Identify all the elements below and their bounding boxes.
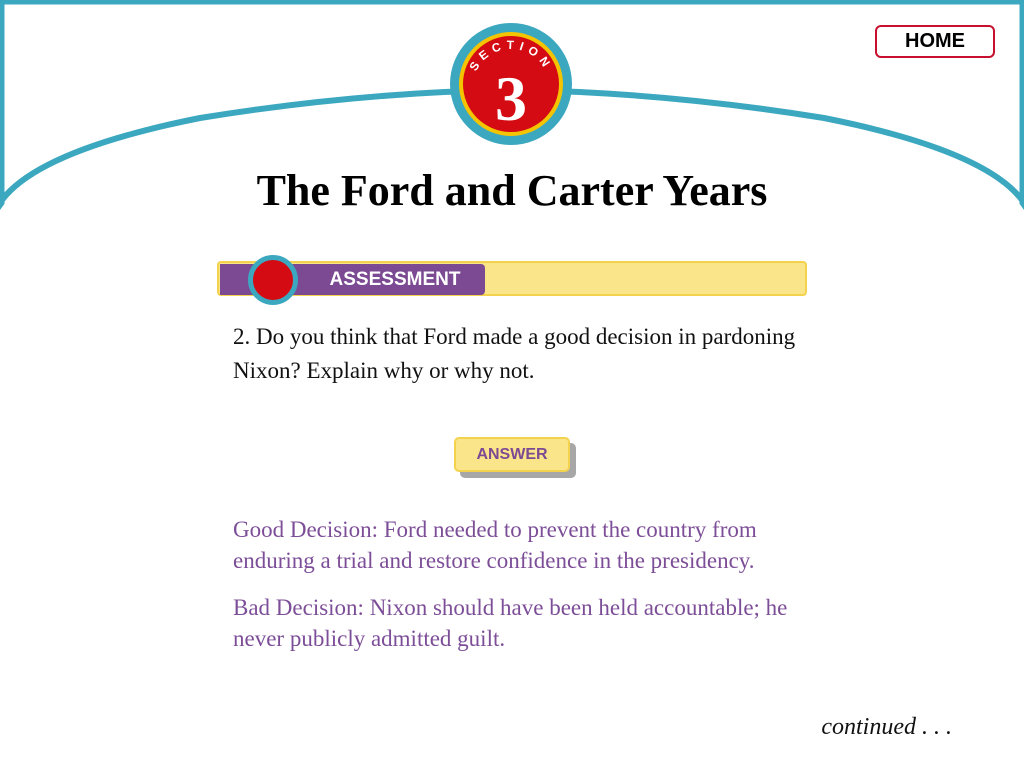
answer-button[interactable]: ANSWER [454, 437, 570, 472]
answer-bad-decision: Bad Decision: Nixon should have been held accountable; he never publicly admitted guilt. [233, 595, 788, 651]
assessment-label: ASSESSMENT [329, 268, 461, 290]
assessment-question: 2. Do you think that Ford made a good decision in pardoning Nixon? Explain why or why not. [233, 324, 796, 383]
page-title: The Ford and Carter Years [256, 166, 768, 215]
section-badge [448, 21, 574, 147]
continued-indicator: continued . . . [821, 714, 952, 740]
section-number: 3 [495, 63, 527, 134]
assessment-circle-icon [248, 255, 298, 305]
answer-good-decision: Good Decision: Ford needed to prevent the country from enduring a trial and restore confidence in the presidency. [233, 517, 757, 573]
home-button[interactable]: HOME [875, 25, 995, 58]
section-badge-label: SECTION [466, 37, 556, 74]
